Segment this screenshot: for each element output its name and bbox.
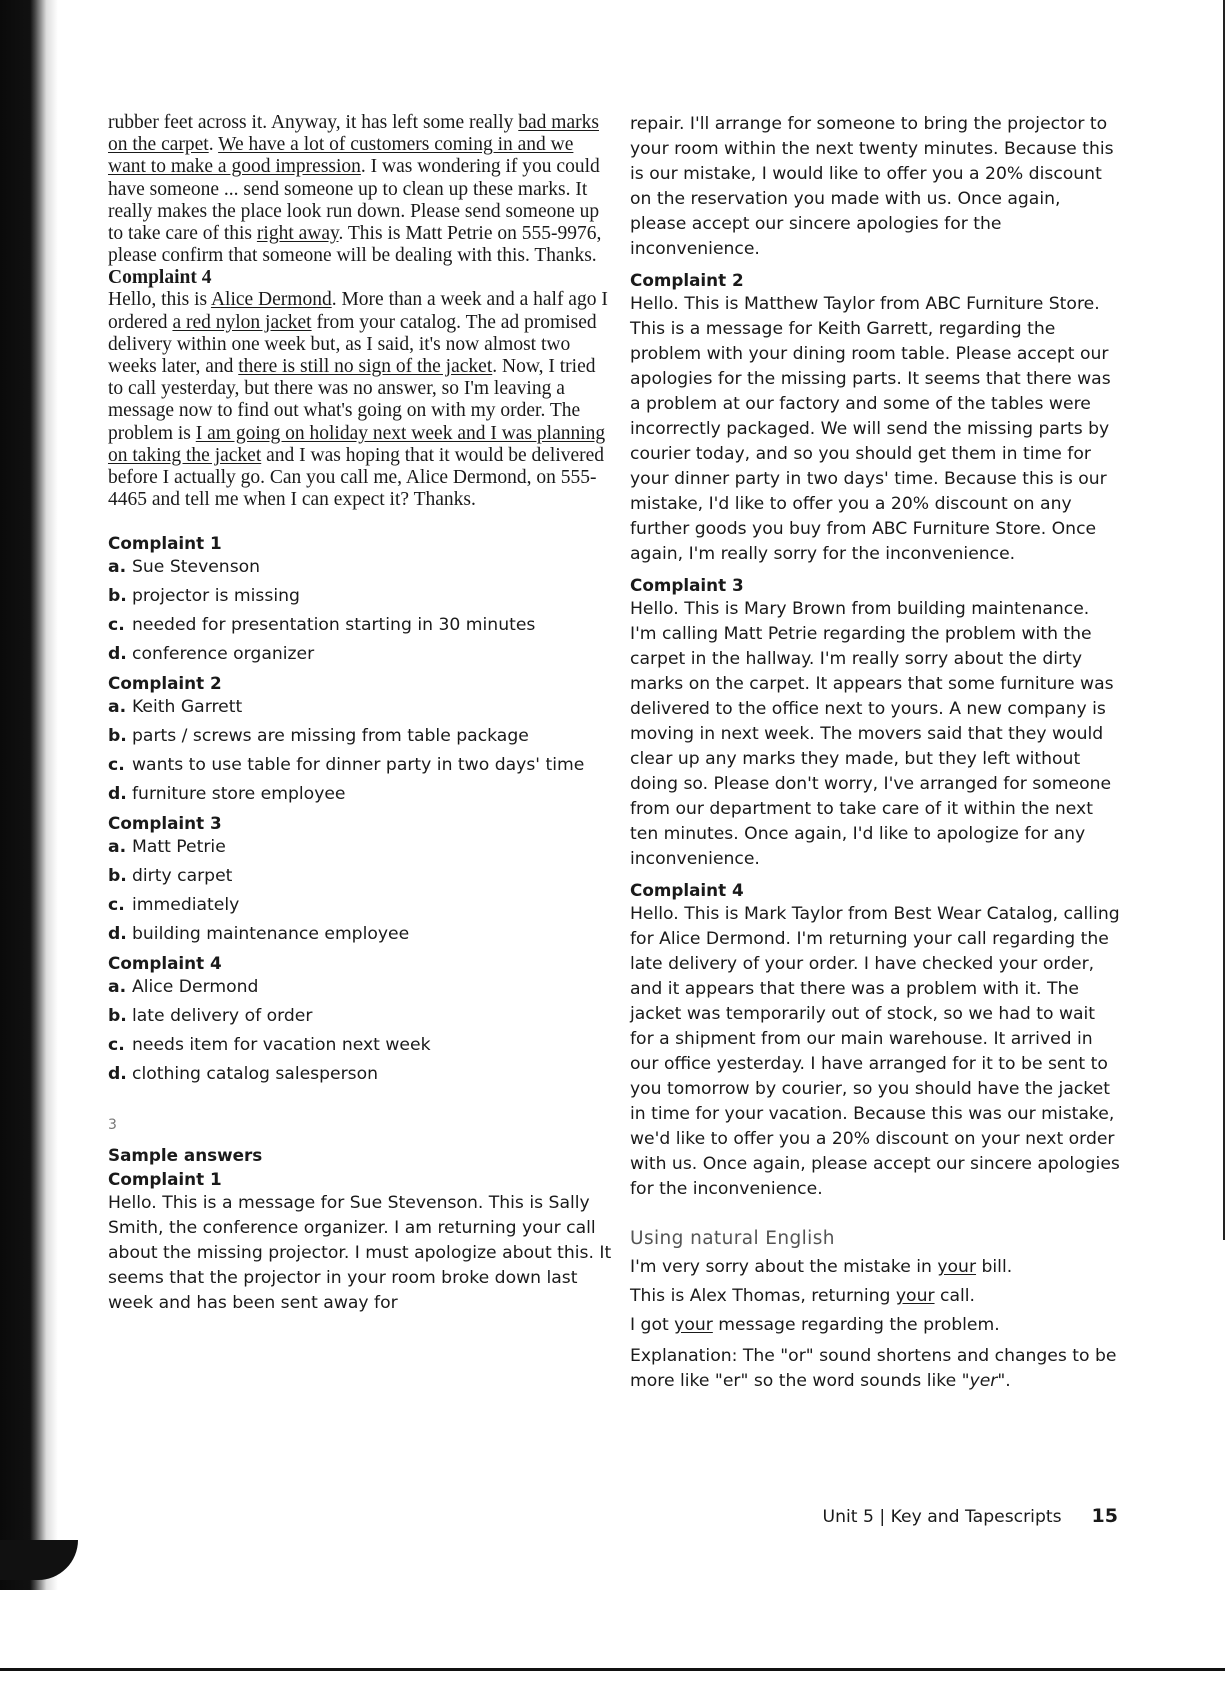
answer-item <box>108 695 612 720</box>
footer-unit-label: Unit 5 | Key and Tapescripts <box>822 1507 1062 1527</box>
underlined-phrase: Alice Dermond <box>210 289 332 311</box>
answer-list <box>108 835 612 947</box>
text-run: . <box>208 134 219 156</box>
natural-english-example <box>630 1255 1120 1280</box>
example-text: I'm very sorry about the mistake in <box>630 1257 938 1277</box>
natural-english-explanation <box>630 1344 1120 1394</box>
answer-text: Sue Stevenson <box>132 557 261 578</box>
answer-letter: d. <box>108 924 127 945</box>
answer-letter: b. <box>108 866 127 887</box>
answer-text: needed for presentation starting in 30 minutes <box>132 615 536 636</box>
explanation-end: . <box>1005 1371 1011 1391</box>
text-run: from your catalog. The ad promised delivery within one week but, as I said, it's now almost two weeks later, and <box>108 311 597 378</box>
underlined-phrase: bad marks on the carpet <box>108 112 599 156</box>
sample-complaint-text: Hello. This is Matthew Taylor from ABC Furniture Store. This is a message for Keith Garrett, regarding the problem with your dining room table. Please accept our apologies for the missing parts. It seems that there was a problem at our factory and some of the tables were incorrectly packaged. We will send the missing parts by courier today, and so you should get them in time for your dinner party in two days' time. Because this is our mistake, I'd like to offer you a 20% discount on any further goods you buy from ABC Furniture Store. Once again, I'm really sorry for the inconvenience. <box>630 294 1111 564</box>
underlined-your: your <box>674 1315 713 1335</box>
answer-group-heading: Complaint 3 <box>108 813 222 834</box>
underlined-your: your <box>895 1286 935 1306</box>
answer-group <box>108 671 612 807</box>
sample-complaint-heading: Complaint 2 <box>630 270 744 290</box>
answer-item <box>108 835 612 860</box>
scan-bottom-edge <box>0 1668 1225 1671</box>
answer-list <box>108 975 612 1087</box>
sample-answers-list <box>630 268 1120 1208</box>
answer-text: Matt Petrie <box>132 837 226 858</box>
answer-text: immediately <box>132 895 240 916</box>
answer-letter: c. <box>108 895 125 916</box>
answer-letter: c. <box>108 755 125 776</box>
text-run: and I was hoping that it would be delivered before I actually go. Can you call me, Alice Dermond, on 555-4465 and tell me when I can expect it? Thanks. <box>108 444 605 511</box>
answer-text: clothing catalog salesperson <box>132 1064 379 1085</box>
text-run: rubber feet across it. Anyway, it has left some really <box>108 112 519 133</box>
answer-item <box>108 1004 612 1029</box>
answer-text: needs item for vacation next week <box>132 1035 431 1056</box>
answer-group <box>108 531 612 667</box>
sample-complaint-text: Hello. This is Mary Brown from building maintenance. I'm calling Matt Petrie regarding the problem with the carpet in the hallway. I'm really sorry about the dirty marks on the carpet. It appears that some furniture was delivered to the office next to yours. A new company is moving in next week. The movers said that they would clear up any marks they made, but they left without doing so. Please don't worry, I've arranged for someone from our department to take care of it within the next ten minutes. Once again, I'd like to apologize for any inconvenience. <box>630 599 1114 869</box>
tapescript-complaint-3-continued <box>108 112 612 267</box>
answer-item <box>108 893 612 918</box>
page-number: 15 <box>1091 1505 1118 1527</box>
sample-complaint-text: Hello. This is Mark Taylor from Best Wear Catalog, calling for Alice Dermond. I'm returning your call regarding the late delivery of your order. I have checked your order, and it appears that there was a problem with it. The jacket was temporarily out of stock, so we had to wait for a shipment from our main warehouse. It arrived in our office yesterday. I have arranged for it to be sent to you tomorrow by courier, so you should have the jacket in time for your vacation. Because this was our mistake, we'd like to offer you a 20% discount on your next order with us. Once again, please accept our sincere apologies for the inconvenience. <box>630 904 1120 1199</box>
left-column <box>108 112 612 1316</box>
answer-item <box>108 584 612 609</box>
answer-letter: a. <box>108 977 127 998</box>
tapescript-complaint-4-text <box>108 289 612 511</box>
answer-letter: c. <box>108 1035 125 1056</box>
text-run: . This is Matt Petrie on 555-9976, please confirm that someone will be dealing with this. Thanks. <box>108 223 602 267</box>
natural-english-example <box>630 1284 1120 1309</box>
answer-text: Keith Garrett <box>132 697 243 718</box>
answer-text: furniture store employee <box>132 784 346 805</box>
answer-item <box>108 975 612 1000</box>
answer-letter: d. <box>108 1064 127 1085</box>
answer-item <box>108 1062 612 1087</box>
underlined-phrase: right away <box>256 223 339 245</box>
answer-letter: b. <box>108 726 127 747</box>
answer-text: conference organizer <box>132 644 315 665</box>
tapescript-complaint-4-heading: Complaint 4 <box>108 267 212 289</box>
answer-item <box>108 922 612 947</box>
sample-complaint-heading: Complaint 4 <box>630 880 744 900</box>
underlined-phrase: I am going on holiday next week and I was planning on taking the jacket <box>108 422 606 466</box>
answer-group <box>108 951 612 1087</box>
answer-letter: b. <box>108 586 127 607</box>
answer-item <box>108 724 612 749</box>
answer-group-heading: Complaint 4 <box>108 953 222 974</box>
answer-text: late delivery of order <box>132 1006 313 1027</box>
sample-complaint-1-heading: Complaint 1 <box>108 1169 222 1190</box>
page-footer <box>823 1505 1119 1527</box>
explanation-example: "yer" <box>961 1371 1006 1391</box>
answer-item <box>108 782 612 807</box>
answer-text: projector is missing <box>132 586 300 607</box>
natural-english-title: Using natural English <box>630 1228 835 1249</box>
text-run: . More than a week and a half ago I ordered <box>108 289 608 333</box>
text-run: . Now, I tried to call yesterday, but there was no answer, so I'm leaving a message now to find out what's going on with my order. The problem is <box>108 356 596 444</box>
answer-letter: d. <box>108 644 127 665</box>
right-column <box>630 112 1120 1398</box>
sample-complaint-heading: Complaint 3 <box>630 575 744 595</box>
answer-text: dirty carpet <box>132 866 233 887</box>
example-text: call. <box>934 1286 976 1306</box>
example-text: bill. <box>976 1257 1013 1277</box>
answer-text: Alice Dermond <box>132 977 259 998</box>
answer-text: wants to use table for dinner party in two days' time <box>132 755 585 776</box>
underlined-phrase: there is still no sign of the jacket <box>238 356 493 378</box>
natural-english-examples <box>630 1255 1120 1338</box>
answer-item <box>108 642 612 667</box>
answer-group-heading: Complaint 2 <box>108 673 222 694</box>
answer-group <box>108 811 612 947</box>
text-run: . I was wondering if you could have someone ... send someone up to clean up these marks. It really makes the place look run down. Please send someone up to take care of this <box>108 156 600 245</box>
example-text: message regarding the problem. <box>712 1315 1000 1335</box>
answer-letter: b. <box>108 1006 127 1027</box>
answer-text: building maintenance employee <box>132 924 410 945</box>
sample-complaint-1-text-continued: repair. I'll arrange for someone to bring the projector to your room within the next twenty minutes. Because this is our mistake, I would like to offer you a 20% discount on the reservation you made with us. Once again, please accept our sincere apologies for the inconvenience. <box>630 114 1114 259</box>
answer-group-heading: Complaint 1 <box>108 533 222 554</box>
answer-item <box>108 555 612 580</box>
example-text: I got <box>630 1315 675 1335</box>
scan-binding-edge-tip <box>0 1540 78 1580</box>
answer-item <box>108 613 612 638</box>
answer-letter: c. <box>108 615 125 636</box>
example-text: This is Alex Thomas, returning <box>630 1286 896 1306</box>
exercise-mark: 3 <box>108 1117 117 1134</box>
answer-item <box>108 753 612 778</box>
answer-item <box>108 864 612 889</box>
underlined-phrase: a red nylon jacket <box>172 311 312 333</box>
underlined-phrase: We have a lot of customers coming in and we want to make a good impression <box>108 134 574 178</box>
sample-complaint-1-text: Hello. This is a message for Sue Stevenson. This is Sally Smith, the conference organizer. I am returning your call about the missing projector. I must apologize about this. It seems that the projector in your room broke down last week and has been sent away for <box>108 1193 612 1314</box>
answer-list <box>108 555 612 667</box>
sample-answers-heading: Sample answers <box>108 1145 263 1166</box>
answer-key <box>108 531 612 1087</box>
answer-letter: a. <box>108 837 127 858</box>
answer-letter: a. <box>108 557 127 578</box>
answer-item <box>108 1033 612 1058</box>
text-run: Hello, this is <box>108 289 211 311</box>
scan-binding-edge <box>0 0 58 1590</box>
answer-letter: a. <box>108 697 127 718</box>
answer-list <box>108 695 612 807</box>
explanation-text: Explanation: The "or" sound shortens and changes to be more like "er" so the word sounds like <box>630 1346 1117 1391</box>
natural-english-example <box>630 1313 1120 1338</box>
underlined-your: your <box>937 1257 977 1277</box>
answer-text: parts / screws are missing from table package <box>132 726 529 747</box>
answer-letter: d. <box>108 784 127 805</box>
